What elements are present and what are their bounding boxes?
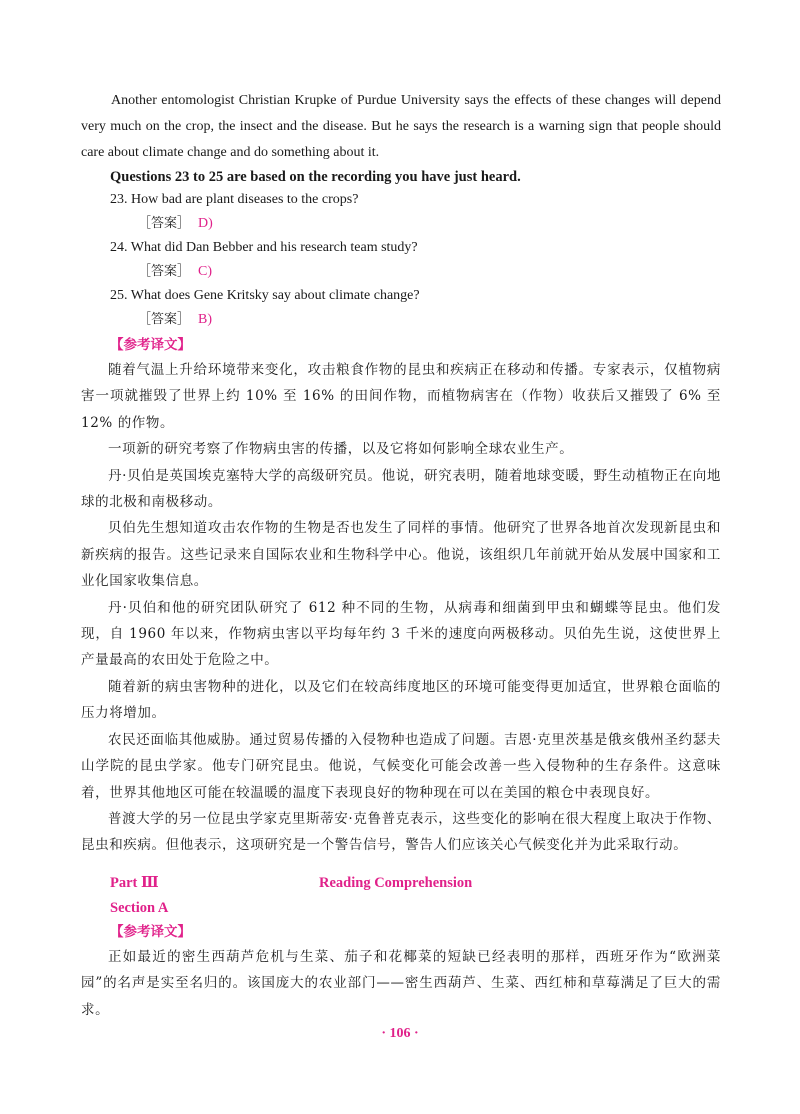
part-number: Part Ⅲ bbox=[110, 875, 159, 891]
answer-label: ［答案］ bbox=[138, 264, 191, 279]
section-heading: Section A bbox=[110, 900, 169, 916]
translation-text bbox=[81, 357, 721, 859]
translation-paragraph: 随着气温上升给环境带来变化，攻击粮食作物的昆虫和疾病正在移动和传播。专家表示，仅植物病害一项就摧毁了世界上约 10% 至 16% 的田间作物，而植物病害在（作物）收获后又摧毁了 6% 至 12% 的作物。 bbox=[81, 362, 721, 431]
part-heading bbox=[110, 870, 610, 896]
answer-24 bbox=[138, 260, 212, 284]
translation-label-2: 【参考译文】 bbox=[110, 924, 191, 940]
translation-paragraph: 随着新的病虫害物种的进化，以及它们在较高纬度地区的环境可能变得更加适宜，世界粮仓面临的压力将增加。 bbox=[81, 678, 721, 722]
translation-label: 【参考译文】 bbox=[110, 337, 191, 353]
english-paragraph: Another entomologist Christian Krupke of Purdue University says the effects of these changes will depend very much on the crop, the insect and the disease. But he says the research is a warning sign that people should care about climate change and do something about it. bbox=[81, 93, 721, 160]
translation-paragraph: 正如最近的密生西葫芦危机与生菜、茄子和花椰菜的短缺已经表明的那样，西班牙作为“欧洲菜园”的名声是实至名归的。该国庞大的农业部门——密生西葫芦、生菜、西红柿和草莓满足了巨大的需求。 bbox=[81, 949, 721, 1018]
translation-paragraph: 丹·贝伯和他的研究团队研究了 612 种不同的生物，从病毒和细菌到甲虫和蝴蝶等昆虫。他们发现，自 1960 年以来，作物病虫害以平均每年约 3 千米的速度向两极移动。贝伯先生说，这使世界上产量最高的农田处于危险之中。 bbox=[81, 599, 721, 669]
english-passage bbox=[81, 88, 721, 166]
translation-paragraph: 普渡大学的另一位昆虫学家克里斯蒂安·克鲁普克表示，这些变化的影响在很大程度上取决于作物、昆虫和疾病。但他表示，这项研究是一个警告信号，警告人们应该关心气候变化并为此采取行动。 bbox=[81, 810, 721, 854]
translation-paragraph: 一项新的研究考察了作物病虫害的传播，以及它将如何影响全球农业生产。 bbox=[108, 441, 574, 458]
questions-heading: Questions 23 to 25 are based on the recording you have just heard. bbox=[110, 169, 521, 185]
answer-label: ［答案］ bbox=[138, 216, 191, 231]
translation-paragraph: 丹·贝伯是英国埃克塞特大学的高级研究员。他说，研究表明，随着地球变暖，野生动植物正在向地球的北极和南极移动。 bbox=[81, 467, 721, 511]
part-title: Reading Comprehension bbox=[319, 875, 473, 891]
answer-value: B) bbox=[198, 312, 213, 327]
question-24: 24. What did Dan Bebber and his research team study? bbox=[110, 240, 418, 255]
answer-value: C) bbox=[198, 264, 213, 279]
answer-23 bbox=[138, 212, 213, 236]
translation-paragraph: 贝伯先生想知道攻击农作物的生物是否也发生了同样的事情。他研究了世界各地首次发现新昆虫和新疾病的报告。这些记录来自国际农业和生物科学中心。他说，该组织几年前就开始从发展中国家和工业化国家收集信息。 bbox=[81, 520, 721, 590]
translation-paragraph: 农民还面临其他威胁。通过贸易传播的入侵物种也造成了问题。吉恩·克里茨基是俄亥俄州圣约瑟夫山学院的昆虫学家。他专门研究昆虫。他说，气候变化可能会改善一些入侵物种的生存条件。这意味着，世界其他地区可能在较温暖的温度下表现良好的物种现在可以在美国的粮仓中表现良好。 bbox=[81, 731, 721, 801]
question-25: 25. What does Gene Kritsky say about climate change? bbox=[110, 288, 420, 303]
question-23: 23. How bad are plant diseases to the crops? bbox=[110, 192, 359, 207]
page-number: · 106 · bbox=[381, 1026, 419, 1041]
answer-25 bbox=[138, 308, 212, 332]
translation-text-2 bbox=[81, 944, 721, 1023]
answer-label: ［答案］ bbox=[138, 312, 191, 327]
answer-value: D) bbox=[198, 216, 213, 231]
